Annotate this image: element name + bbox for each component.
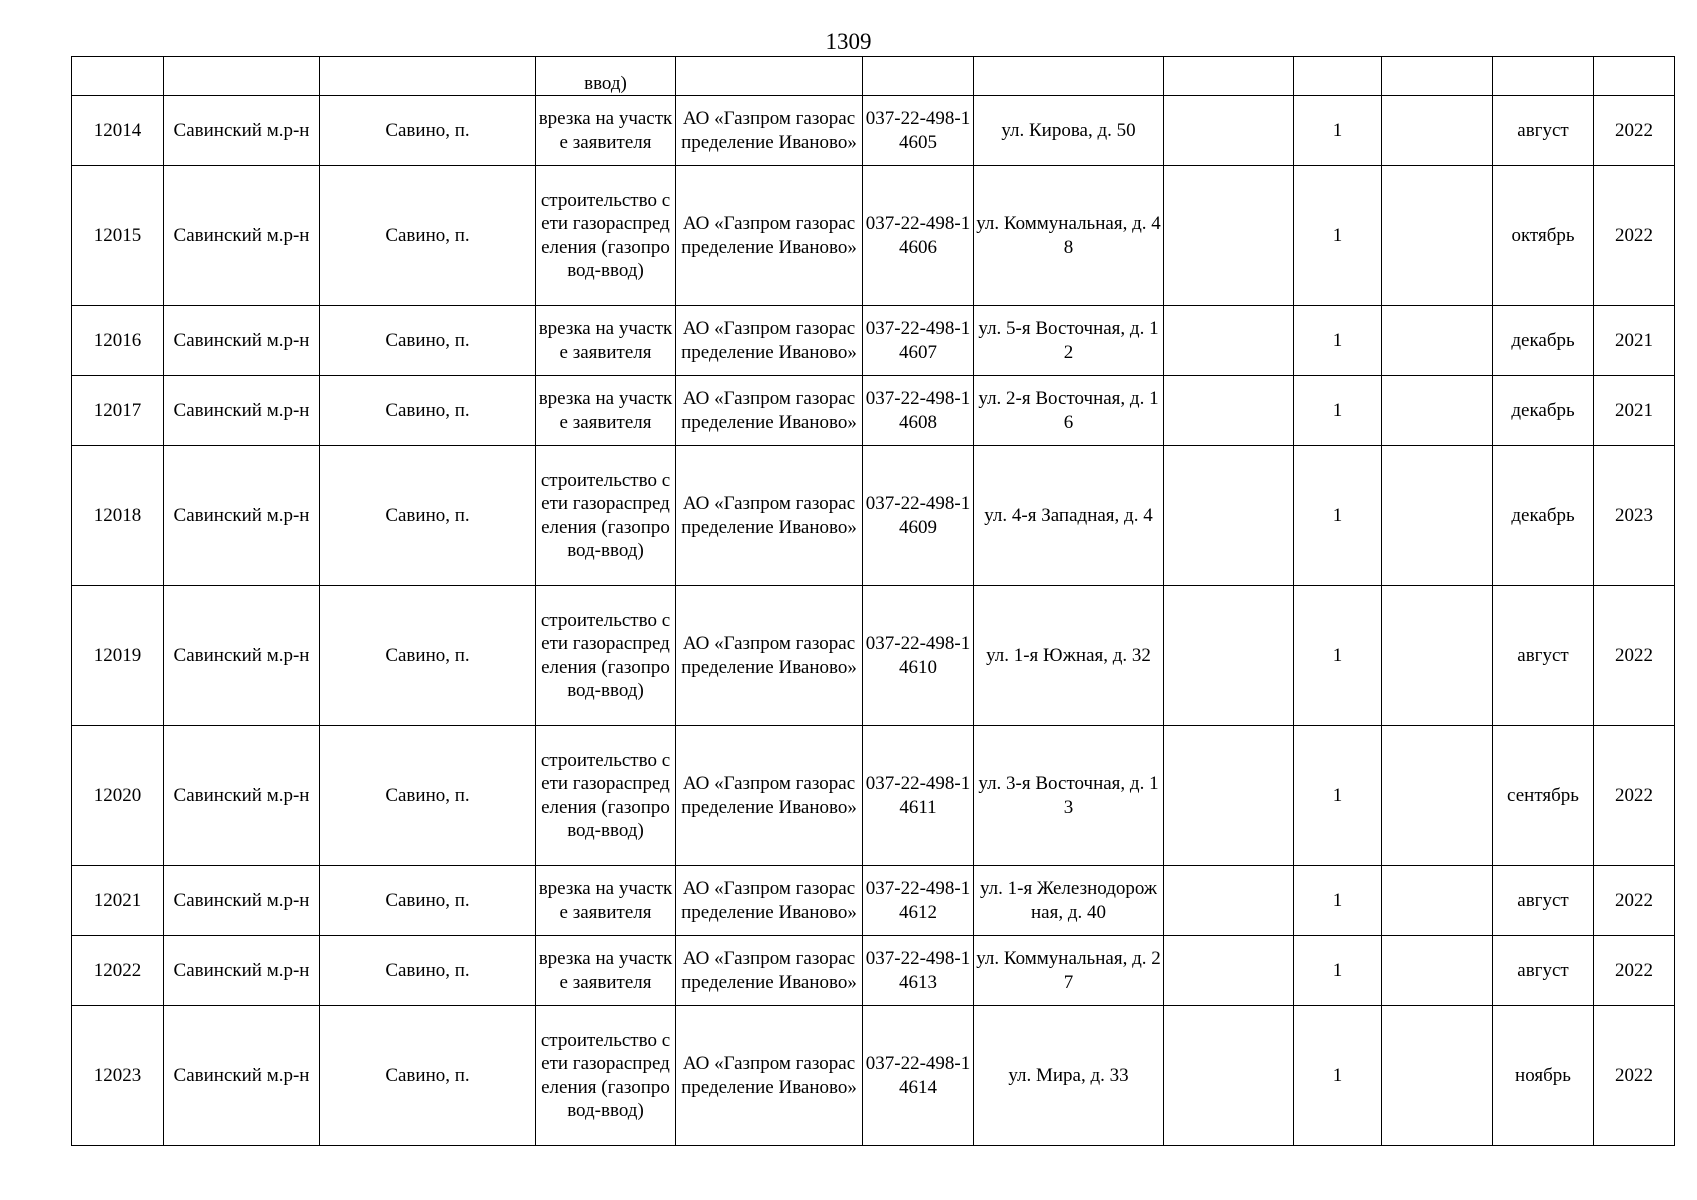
cell-qty: 1	[1294, 726, 1382, 866]
cell-district: Савинский м.р-н	[164, 306, 320, 376]
cell-month: декабрь	[1493, 376, 1594, 446]
cell-id	[72, 57, 164, 96]
cell-month: ноябрь	[1493, 1006, 1594, 1146]
cell-work-type: строительство сети газораспределения (газопровод-ввод)	[536, 1006, 676, 1146]
cell-address: ул. Мира, д. 33	[974, 1006, 1164, 1146]
table-row	[72, 306, 1675, 376]
cell-code: 037-22-498-14605	[863, 96, 974, 166]
cell-address: ул. 1-я Железнодорожная, д. 40	[974, 866, 1164, 936]
cell-id: 12018	[72, 446, 164, 586]
cell-organization: АО «Газпром газораспределение Иваново»	[676, 376, 863, 446]
cell-work-type: врезка на участке заявителя	[536, 866, 676, 936]
cell-col10	[1382, 446, 1493, 586]
cell-id: 12019	[72, 586, 164, 726]
cell-col10	[1382, 726, 1493, 866]
cell-address: ул. 3-я Восточная, д. 13	[974, 726, 1164, 866]
cell-work-type: ввод)	[536, 57, 676, 96]
cell-month: сентябрь	[1493, 726, 1594, 866]
cell-code: 037-22-498-14606	[863, 166, 974, 306]
table-row	[72, 586, 1675, 726]
cell-month: август	[1493, 936, 1594, 1006]
cell-year: 2022	[1594, 166, 1675, 306]
cell-organization: АО «Газпром газораспределение Иваново»	[676, 936, 863, 1006]
cell-organization: АО «Газпром газораспределение Иваново»	[676, 446, 863, 586]
cell-qty: 1	[1294, 586, 1382, 726]
cell-year: 2022	[1594, 586, 1675, 726]
cell-settlement	[320, 57, 536, 96]
cell-month	[1493, 57, 1594, 96]
cell-organization: АО «Газпром газораспределение Иваново»	[676, 166, 863, 306]
cell-month: октябрь	[1493, 166, 1594, 306]
cell-col8	[1164, 306, 1294, 376]
cell-district: Савинский м.р-н	[164, 376, 320, 446]
cell-address: ул. 1-я Южная, д. 32	[974, 586, 1164, 726]
cell-qty: 1	[1294, 166, 1382, 306]
cell-year: 2021	[1594, 306, 1675, 376]
cell-district: Савинский м.р-н	[164, 586, 320, 726]
cell-id: 12020	[72, 726, 164, 866]
cell-qty: 1	[1294, 376, 1382, 446]
cell-qty: 1	[1294, 1006, 1382, 1146]
cell-id: 12017	[72, 376, 164, 446]
cell-work-type: врезка на участке заявителя	[536, 936, 676, 1006]
cell-district: Савинский м.р-н	[164, 96, 320, 166]
cell-district: Савинский м.р-н	[164, 446, 320, 586]
cell-col8	[1164, 1006, 1294, 1146]
cell-work-type: врезка на участке заявителя	[536, 376, 676, 446]
cell-district: Савинский м.р-н	[164, 866, 320, 936]
cell-year: 2022	[1594, 726, 1675, 866]
cell-col10	[1382, 866, 1493, 936]
cell-id: 12015	[72, 166, 164, 306]
cell-organization: АО «Газпром газораспределение Иваново»	[676, 96, 863, 166]
cell-code: 037-22-498-14608	[863, 376, 974, 446]
page-number: 1309	[825, 29, 872, 54]
cell-col10	[1382, 1006, 1493, 1146]
cell-col8	[1164, 586, 1294, 726]
cell-code	[863, 57, 974, 96]
table-row	[72, 936, 1675, 1006]
cell-year: 2022	[1594, 1006, 1675, 1146]
cell-col10	[1382, 96, 1493, 166]
cell-code: 037-22-498-14613	[863, 936, 974, 1006]
cell-code: 037-22-498-14614	[863, 1006, 974, 1146]
cell-id: 12023	[72, 1006, 164, 1146]
cell-id: 12021	[72, 866, 164, 936]
cell-qty	[1294, 57, 1382, 96]
cell-code: 037-22-498-14610	[863, 586, 974, 726]
cell-col10	[1382, 936, 1493, 1006]
cell-id: 12014	[72, 96, 164, 166]
cell-organization	[676, 57, 863, 96]
cell-month: август	[1493, 866, 1594, 936]
cell-organization: АО «Газпром газораспределение Иваново»	[676, 866, 863, 936]
cell-organization: АО «Газпром газораспределение Иваново»	[676, 726, 863, 866]
cell-organization: АО «Газпром газораспределение Иваново»	[676, 586, 863, 726]
table-body	[72, 57, 1675, 1146]
cell-code: 037-22-498-14611	[863, 726, 974, 866]
cell-work-type: врезка на участке заявителя	[536, 306, 676, 376]
cell-district: Савинский м.р-н	[164, 1006, 320, 1146]
cell-col8	[1164, 446, 1294, 586]
cell-district: Савинский м.р-н	[164, 936, 320, 1006]
cell-district: Савинский м.р-н	[164, 166, 320, 306]
cell-district	[164, 57, 320, 96]
cell-organization: АО «Газпром газораспределение Иваново»	[676, 1006, 863, 1146]
cell-col10	[1382, 57, 1493, 96]
cell-qty: 1	[1294, 446, 1382, 586]
cell-settlement: Савино, п.	[320, 866, 536, 936]
cell-col8	[1164, 166, 1294, 306]
cell-address: ул. 5-я Восточная, д. 12	[974, 306, 1164, 376]
table-row	[72, 866, 1675, 936]
cell-id: 12022	[72, 936, 164, 1006]
cell-code: 037-22-498-14612	[863, 866, 974, 936]
cell-settlement: Савино, п.	[320, 586, 536, 726]
cell-year: 2022	[1594, 96, 1675, 166]
cell-settlement: Савино, п.	[320, 446, 536, 586]
cell-address: ул. Кирова, д. 50	[974, 96, 1164, 166]
cell-col8	[1164, 726, 1294, 866]
cell-col10	[1382, 376, 1493, 446]
cell-month: декабрь	[1493, 306, 1594, 376]
cell-qty: 1	[1294, 936, 1382, 1006]
cell-col10	[1382, 586, 1493, 726]
cell-code: 037-22-498-14607	[863, 306, 974, 376]
cell-id: 12016	[72, 306, 164, 376]
cell-col10	[1382, 166, 1493, 306]
registry-table	[71, 56, 1675, 1146]
cell-address	[974, 57, 1164, 96]
cell-address: ул. Коммунальная, д. 27	[974, 936, 1164, 1006]
table-row	[72, 1006, 1675, 1146]
cell-year: 2023	[1594, 446, 1675, 586]
cell-month: декабрь	[1493, 446, 1594, 586]
cell-col8	[1164, 936, 1294, 1006]
cell-settlement: Савино, п.	[320, 96, 536, 166]
cell-year: 2021	[1594, 376, 1675, 446]
cell-settlement: Савино, п.	[320, 1006, 536, 1146]
continuation-row	[72, 57, 1675, 96]
cell-year: 2022	[1594, 936, 1675, 1006]
cell-qty: 1	[1294, 96, 1382, 166]
cell-address: ул. Коммунальная, д. 48	[974, 166, 1164, 306]
cell-district: Савинский м.р-н	[164, 726, 320, 866]
cell-year: 2022	[1594, 866, 1675, 936]
cell-organization: АО «Газпром газораспределение Иваново»	[676, 306, 863, 376]
cell-col10	[1382, 306, 1493, 376]
cell-settlement: Савино, п.	[320, 376, 536, 446]
cell-work-type: строительство сети газораспределения (газопровод-ввод)	[536, 726, 676, 866]
cell-qty: 1	[1294, 866, 1382, 936]
cell-address: ул. 4-я Западная, д. 4	[974, 446, 1164, 586]
cell-month: август	[1493, 96, 1594, 166]
cell-col8	[1164, 866, 1294, 936]
cell-qty: 1	[1294, 306, 1382, 376]
cell-work-type: строительство сети газораспределения (газопровод-ввод)	[536, 166, 676, 306]
cell-col8	[1164, 376, 1294, 446]
cell-month: август	[1493, 586, 1594, 726]
cell-settlement: Савино, п.	[320, 726, 536, 866]
cell-settlement: Савино, п.	[320, 166, 536, 306]
table-row	[72, 96, 1675, 166]
cell-settlement: Савино, п.	[320, 306, 536, 376]
table-row	[72, 446, 1675, 586]
cell-address: ул. 2-я Восточная, д. 16	[974, 376, 1164, 446]
cell-col8	[1164, 96, 1294, 166]
cell-code: 037-22-498-14609	[863, 446, 974, 586]
cell-col8	[1164, 57, 1294, 96]
table-row	[72, 166, 1675, 306]
cell-year	[1594, 57, 1675, 96]
cell-work-type: строительство сети газораспределения (газопровод-ввод)	[536, 586, 676, 726]
cell-settlement: Савино, п.	[320, 936, 536, 1006]
table-row	[72, 376, 1675, 446]
cell-work-type: врезка на участке заявителя	[536, 96, 676, 166]
table-row	[72, 726, 1675, 866]
cell-work-type: строительство сети газораспределения (газопровод-ввод)	[536, 446, 676, 586]
